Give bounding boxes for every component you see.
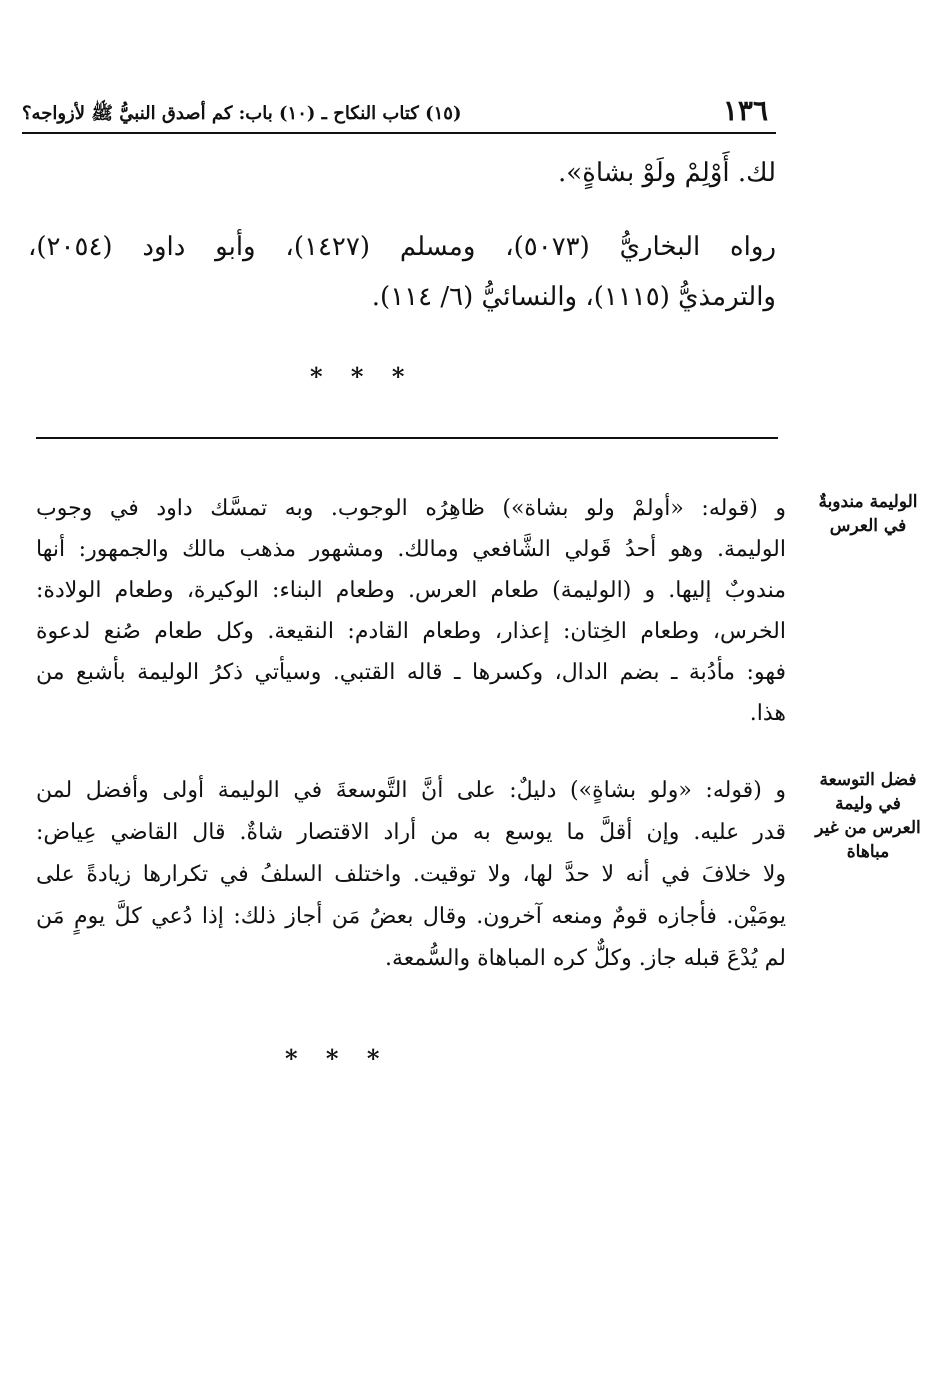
para2-line: ولا خلافَ في أنه لا حدَّ لها، ولا توقيت. واختلف السلفُ في تكرارها زيادةً على — [36, 862, 786, 887]
para1-line: الوليمة. وهو أحدُ قَولي الشَّافعي ومالك. ومشهور مذهب مالك والجمهور: أنها — [36, 537, 786, 562]
para2-line: قدر عليه. وإن أقلَّ ما يوسع به من أراد الاقتصار شاةٌ. قال القاضي عِياض: — [36, 820, 786, 845]
side-note-walima: الوليمة مندوبةٌ في العرس — [818, 492, 918, 536]
para2-line: لم يُدْعَ قبله جاز. وكلٌّ كره المباهاة والسُّمعة. — [384, 946, 786, 971]
page-header — [22, 88, 776, 134]
hadith-end-line: لك. أَوْلِمْ ولَوْ بشاةٍ». — [558, 158, 776, 188]
takhrij-line-2: والترمذيُّ (١١١٥)، والنسائيُّ (٦/ ١١٤). — [371, 282, 776, 312]
para2-line: يومَيْن. فأجازه قومٌ ومنعه آخرون. وقال بعضُ مَن أجاز ذلك: إذا دُعي كلَّ يومٍ مَن — [36, 904, 786, 929]
section-divider — [36, 437, 778, 439]
para1-line: الخرس، وطعام الخِتان: إعذار، وطعام القادم: النقيعة. وكل طعام صُنع لدعوة — [36, 619, 786, 644]
end-stars: * * * — [285, 1044, 390, 1073]
running-title: (١٥) كتاب النكاح ـ (١٠) باب: كم أصدق النبيُّ ﷺ لأزواجه؟ — [22, 103, 462, 124]
separator-stars: * * * — [310, 362, 415, 391]
para1-line: فهو: مأدُبة ـ بضم الدال، وكسرها ـ قاله القتبي. وسيأتي ذكرُ الوليمة بأشبع من — [36, 660, 786, 685]
para1-line: و (قوله: «أولمْ ولو بشاة») ظاهِرُه الوجوب. وبه تمسَّك داود في وجوب — [36, 496, 786, 521]
page-number: ١٣٦ — [722, 94, 768, 127]
para1-line: مندوبٌ إليها. و (الوليمة) طعام العرس. وطعام البناء: الوكيرة، وطعام الولادة: — [36, 578, 786, 603]
para1-line: هذا. — [749, 701, 786, 726]
para2-line: و (قوله: «ولو بشاةٍ») دليلٌ: على أنَّ التَّوسعةَ في الوليمة أولى وأفضل لمن — [36, 778, 786, 803]
takhrij-line-1: رواه البخاريُّ (٥٠٧٣)، ومسلم (١٤٢٧)، وأبو داود (٢٠٥٤)، — [28, 232, 777, 262]
side-note-tawsia: فضل التوسعة في وليمة العرس من غير مباهاة — [815, 770, 921, 862]
